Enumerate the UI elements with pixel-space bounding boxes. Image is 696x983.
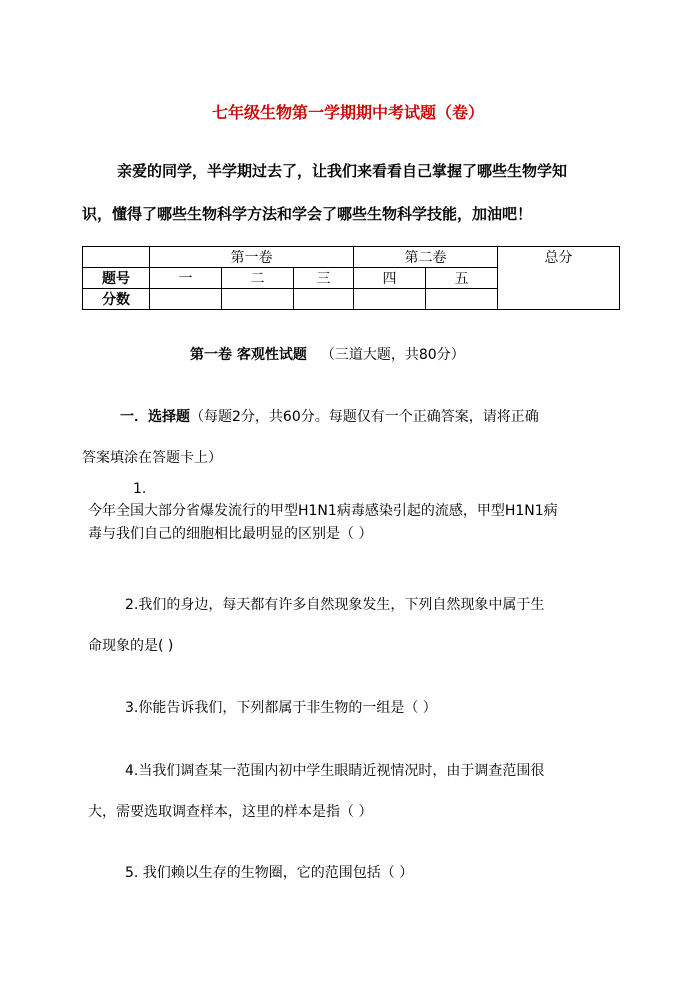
- question-1-number: 1.: [133, 481, 147, 497]
- question-1-line-2: 毒与我们自己的细胞相比最明显的区别是（ ）: [88, 526, 373, 542]
- question-number-3: 三: [294, 268, 354, 289]
- score-cell-4[interactable]: [354, 289, 426, 310]
- section-heading: [190, 344, 465, 364]
- question-1-line-1: 今年全国大部分省爆发流行的甲型H1N1病毒感染引起的流感，甲型H1N1病: [88, 503, 558, 519]
- intro-line-1: 亲爱的同学，半学期过去了，让我们来看看自己掌握了哪些生物学知: [117, 162, 568, 180]
- exam-title: 七年级生物第一学期期中考试题（卷）: [211, 103, 484, 122]
- total-score-cell: [498, 247, 620, 310]
- part-one-instructions: [120, 406, 539, 426]
- question-number-1: 一: [150, 268, 222, 289]
- part-one-label: 一．选择题: [120, 409, 190, 425]
- intro-line-2: 识，懂得了哪些生物科学方法和学会了哪些生物科学技能，加油吧！: [82, 205, 533, 223]
- part-one-instr-2: 答案填涂在答题卡上）: [82, 450, 222, 466]
- part2-header: 第二卷: [354, 247, 498, 268]
- score-cell-2[interactable]: [222, 289, 294, 310]
- question-number-4: 四: [354, 268, 426, 289]
- part1-header: 第一卷: [150, 247, 354, 268]
- question-number-2: 二: [222, 268, 294, 289]
- score-cell-1[interactable]: [150, 289, 222, 310]
- question-number-label: 题号: [83, 268, 150, 289]
- question-4-line-2: 大，需要选取调查样本，这里的样本是指（ ）: [88, 804, 373, 820]
- score-table: [82, 246, 620, 310]
- blank-cell: [83, 247, 150, 268]
- question-5: 5. 我们赖以生存的生物圈，它的范围包括（ ）: [125, 865, 414, 881]
- question-number-5: 五: [426, 268, 498, 289]
- question-3: 3.你能告诉我们，下列都属于非生物的一组是（ ）: [125, 700, 437, 716]
- question-4-line-1: 4.当我们调查某一范围内初中学生眼睛近视情况时，由于调查范围很: [125, 763, 545, 779]
- total-header: 总分: [544, 250, 573, 266]
- question-2-line-2: 命现象的是( ): [88, 638, 174, 654]
- part-one-instr-1: （每题2分，共60分。每题仅有一个正确答案，请将正确: [190, 409, 539, 425]
- score-cell-5[interactable]: [426, 289, 498, 310]
- score-cell-3[interactable]: [294, 289, 354, 310]
- question-2-line-1: 2.我们的身边，每天都有许多自然现象发生，下列自然现象中属于生: [125, 597, 545, 613]
- section-title: 第一卷 客观性试题: [190, 347, 307, 363]
- section-note: （三道大题，共80分）: [320, 347, 465, 363]
- score-label: 分数: [83, 289, 150, 310]
